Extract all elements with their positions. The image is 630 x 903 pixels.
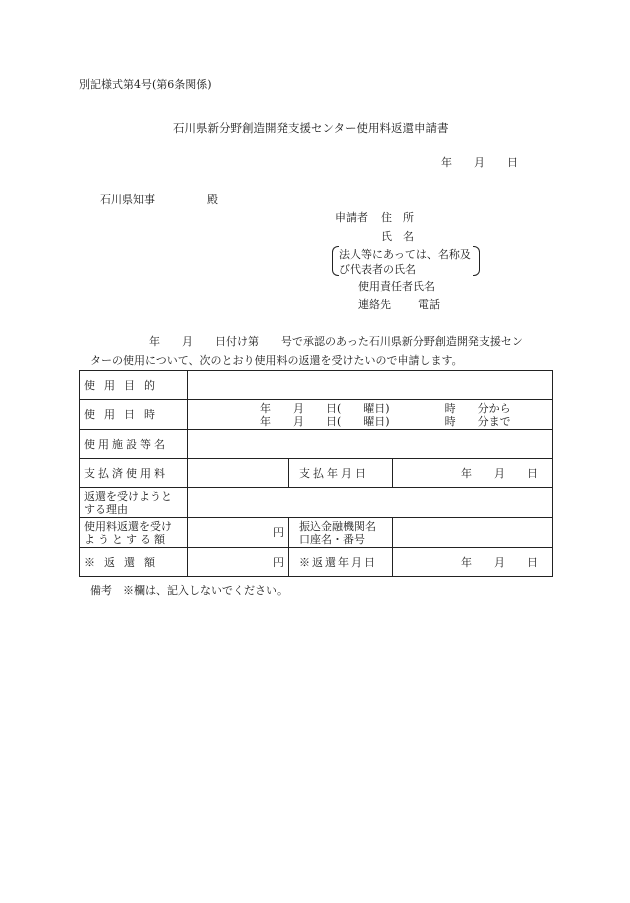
- row-purpose: [80, 371, 553, 400]
- refund-amount-label: [80, 518, 188, 548]
- phone-label: 電話: [418, 298, 440, 311]
- row-refund: [80, 548, 553, 577]
- refund-date-value[interactable]: 年 月 日: [393, 548, 553, 577]
- facility-value[interactable]: [188, 430, 553, 459]
- bracket-right: [473, 246, 480, 276]
- datetime-from: 年 月 日( 曜日) 時 分から: [260, 401, 511, 415]
- yen-unit: 円: [273, 555, 284, 569]
- datetime-to: 年 月 日( 曜日) 時 分まで: [260, 414, 511, 428]
- body-line1: 年 月 日付け第 号で承認のあった石川県新分野創造開発支援セン: [149, 335, 523, 348]
- applicant-label: 申請者: [335, 211, 368, 224]
- refund-label: ※返還額: [80, 548, 188, 577]
- paid-date-value[interactable]: 年 月 日: [393, 459, 553, 488]
- reason-value[interactable]: [188, 488, 553, 518]
- reason-label-line1: 返還を受けようと: [84, 489, 172, 503]
- addressee: 石川県知事: [100, 193, 155, 206]
- bank-label-line1: 振込金融機関名: [299, 519, 376, 533]
- bank-label: [289, 518, 393, 548]
- document-title: 石川県新分野創造開発支援センター使用料返還申請書: [173, 121, 449, 135]
- facility-label: 使用施設等名: [80, 430, 188, 459]
- paid-fee-value[interactable]: [188, 459, 289, 488]
- remarks-note: 備考 ※欄は、記入しないでください。: [90, 584, 288, 597]
- bank-label-line2: 口座名・番号: [299, 532, 365, 546]
- row-paid: [80, 459, 553, 488]
- corporate-note-line1: 法人等にあっては、名称及: [339, 248, 471, 261]
- datetime-label: 使用日時: [80, 400, 188, 430]
- row-refund-amount: [80, 518, 553, 548]
- row-facility: [80, 430, 553, 459]
- refund-amount-label-line1: 使用料返還を受け: [84, 519, 172, 533]
- paid-date-label: 支払年月日: [289, 459, 393, 488]
- name-label: 氏 名: [381, 230, 414, 243]
- purpose-value[interactable]: [188, 371, 553, 400]
- date-line: 年 月 日: [441, 156, 518, 169]
- refund-amount-value[interactable]: [188, 518, 289, 548]
- refund-value[interactable]: [188, 548, 289, 577]
- paid-fee-label: 支払済使用料: [80, 459, 188, 488]
- refund-date-label: ※返還年月日: [289, 548, 393, 577]
- reason-label: [80, 488, 188, 518]
- application-table: [79, 370, 553, 577]
- reason-label-line2: する理由: [84, 502, 128, 516]
- contact-label: 連絡先: [358, 298, 391, 311]
- row-reason: [80, 488, 553, 518]
- responsible-person-label: 使用責任者氏名: [358, 280, 435, 293]
- address-label: 住 所: [381, 211, 414, 224]
- refund-amount-label-line2: ようとする額: [84, 532, 168, 546]
- purpose-label: 使用目的: [80, 371, 188, 400]
- yen-unit: 円: [273, 526, 284, 539]
- datetime-value[interactable]: [188, 400, 553, 430]
- honorific: 殿: [207, 193, 218, 206]
- body-line2: ターの使用について、次のとおり使用料の返還を受けたいので申請します。: [90, 354, 463, 367]
- form-number: 別記様式第4号(第6条関係): [79, 78, 212, 91]
- bracket-left: [332, 246, 339, 276]
- corporate-note-line2: び代表者の氏名: [339, 263, 416, 276]
- row-datetime: [80, 400, 553, 430]
- bank-value[interactable]: [393, 518, 553, 548]
